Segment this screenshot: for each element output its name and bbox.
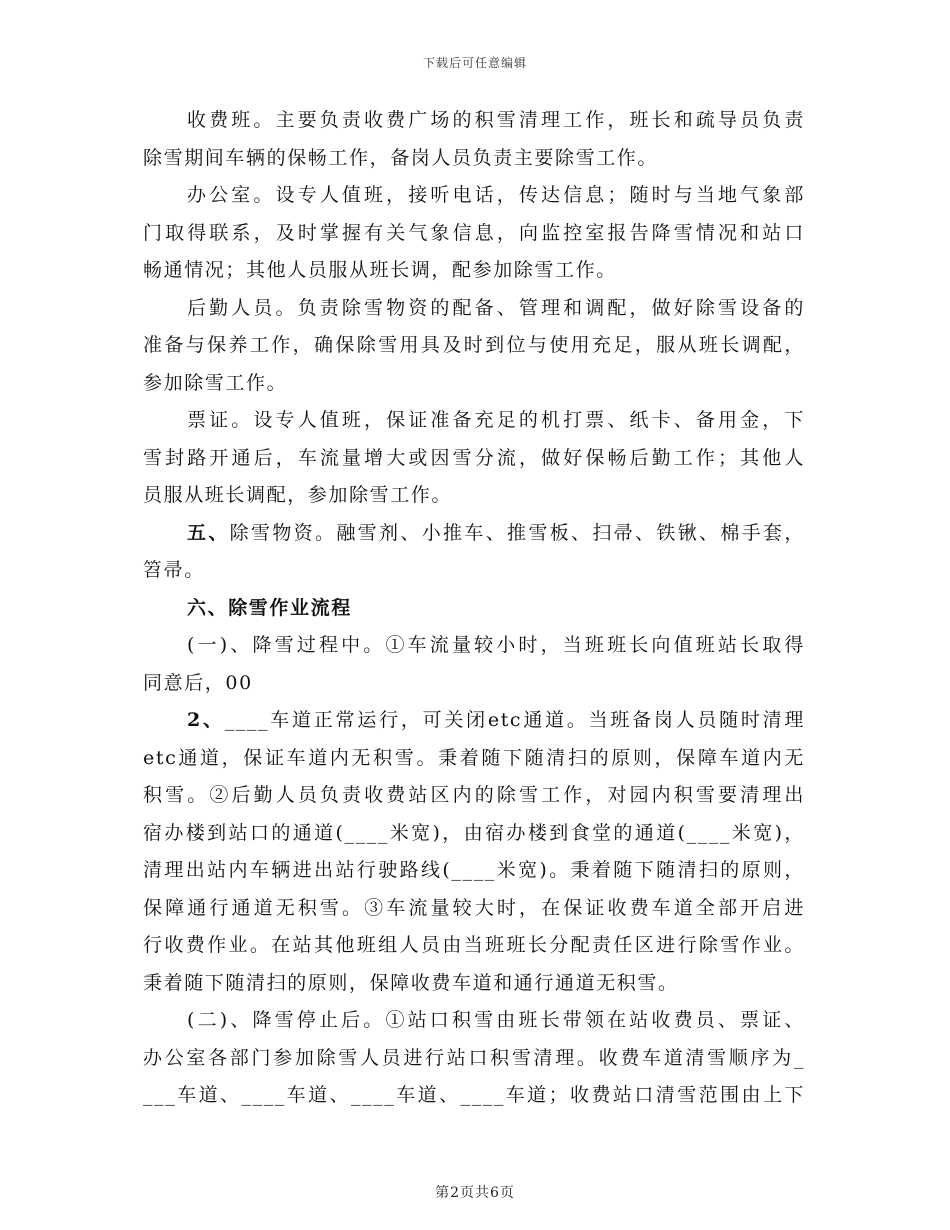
- line-text: (二)、降雪停止后。①站口积雪由班长带领在站收费员、票证、: [187, 1009, 805, 1031]
- line-text: 笤帚。: [143, 559, 205, 581]
- line-text: 除雪期间车辆的保畅工作，备岗人员负责主要除雪工作。: [143, 146, 659, 169]
- paragraph-line: [143, 252, 805, 290]
- paragraph-line: [143, 402, 805, 440]
- line-text: 同意后，00: [143, 671, 253, 694]
- line-text: 除雪物资。融雪剂、小推车、推雪板、扫帚、铁锹、棉手套，: [229, 521, 805, 544]
- paragraph-line: [143, 927, 805, 965]
- line-text: ____车道正常运行，可关闭etc通道。当班备岗人员随时清理: [224, 709, 805, 731]
- paragraph-line: [143, 777, 805, 815]
- paragraph-line: [143, 140, 805, 178]
- paragraph-line: [143, 552, 805, 590]
- line-text: 宿办楼到站口的通道(____米宽)，由宿办楼到食堂的通道(____米宽)，: [143, 821, 805, 844]
- line-text: 员服从班长调配，参加除雪工作。: [143, 484, 453, 506]
- paragraph-line: [143, 1002, 805, 1040]
- paragraph-line: [143, 965, 805, 1003]
- line-text: 票证。设专人值班，保证准备充足的机打票、纸卡、备用金，下: [187, 409, 805, 431]
- line-text: 办公室。设专人值班，接听电话，传达信息；随时与当地气象部: [187, 184, 805, 206]
- line-text: etc通道，保证车道内无积雪。秉着随下随清扫的原则，保障车道内无: [143, 746, 805, 769]
- paragraph-line: [143, 327, 805, 365]
- line-text: 准备与保养工作，确保除雪用具及时到位与使用充足，服从班长调配，: [143, 334, 805, 356]
- paragraph-line: [143, 440, 805, 478]
- page-number: 第2页共6页: [435, 1185, 515, 1201]
- paragraph-line: [143, 852, 805, 890]
- line-text: 办公室各部门参加除雪人员进行站口积雪清理。收费车道清雪顺序为_: [143, 1046, 805, 1069]
- line-text: 收费班。主要负责收费广场的积雪清理工作，班长和疏导员负责: [187, 109, 805, 131]
- line-text: 门取得联系，及时掌握有关气象信息，向监控室报告降雪情况和站口: [143, 221, 805, 244]
- paragraph-line: [143, 102, 805, 140]
- paragraph-line: [143, 815, 805, 853]
- document-body: [143, 102, 805, 1115]
- line-text: 后勤人员。负责除雪物资的配备、管理和调配，做好除雪设备的: [187, 296, 805, 319]
- line-text: 参加除雪工作。: [143, 371, 288, 394]
- paragraph-line: [143, 477, 805, 515]
- line-text: 积雪。②后勤人员负责收费站区内的除雪工作，对园内积雪要清理出: [143, 784, 805, 806]
- paragraph-line: [143, 290, 805, 328]
- page-header: 下载后可任意编辑: [422, 56, 527, 70]
- line-text: ___车道、____车道、____车道、____车道；收费站口清雪范围由上下: [143, 1084, 805, 1106]
- paragraph-line: [143, 1040, 805, 1078]
- line-text: 雪封路开通后，车流量增大或因雪分流，做好保畅后勤工作；其他人: [143, 446, 805, 469]
- paragraph-line: [143, 702, 805, 740]
- paragraph-line: [143, 740, 805, 778]
- paragraph-line: [143, 1077, 805, 1115]
- line-text: 保障通行通道无积雪。③车流量较大时，在保证收费车道全部开启进: [143, 896, 805, 919]
- line-text: (一)、降雪过程中。①车流量较小时，当班班长向值班站长取得: [187, 634, 805, 656]
- line-text: 秉着随下随清扫的原则，保障收费车道和通行通道无积雪。: [143, 971, 679, 994]
- paragraph-line: [143, 215, 805, 253]
- line-bold: 六、除雪作业流程: [187, 596, 352, 619]
- line-bold: 2、: [187, 709, 225, 731]
- paragraph-line: [143, 890, 805, 928]
- paragraph-line: [143, 365, 805, 403]
- line-text: 行收费作业。在站其他班组人员由当班班长分配责任区进行除雪作业。: [143, 934, 805, 956]
- paragraph-line: [143, 665, 805, 703]
- section-heading: [143, 590, 805, 628]
- line-bold: 五、: [187, 521, 230, 544]
- paragraph-line: [143, 627, 805, 665]
- paragraph-line: [143, 177, 805, 215]
- line-text: 清理出站内车辆进出站行驶路线(____米宽)。秉着随下随清扫的原则，: [143, 859, 805, 881]
- line-text: 畅通情况；其他人员服从班长调，配参加除雪工作。: [143, 259, 617, 281]
- paragraph-line: [143, 515, 805, 553]
